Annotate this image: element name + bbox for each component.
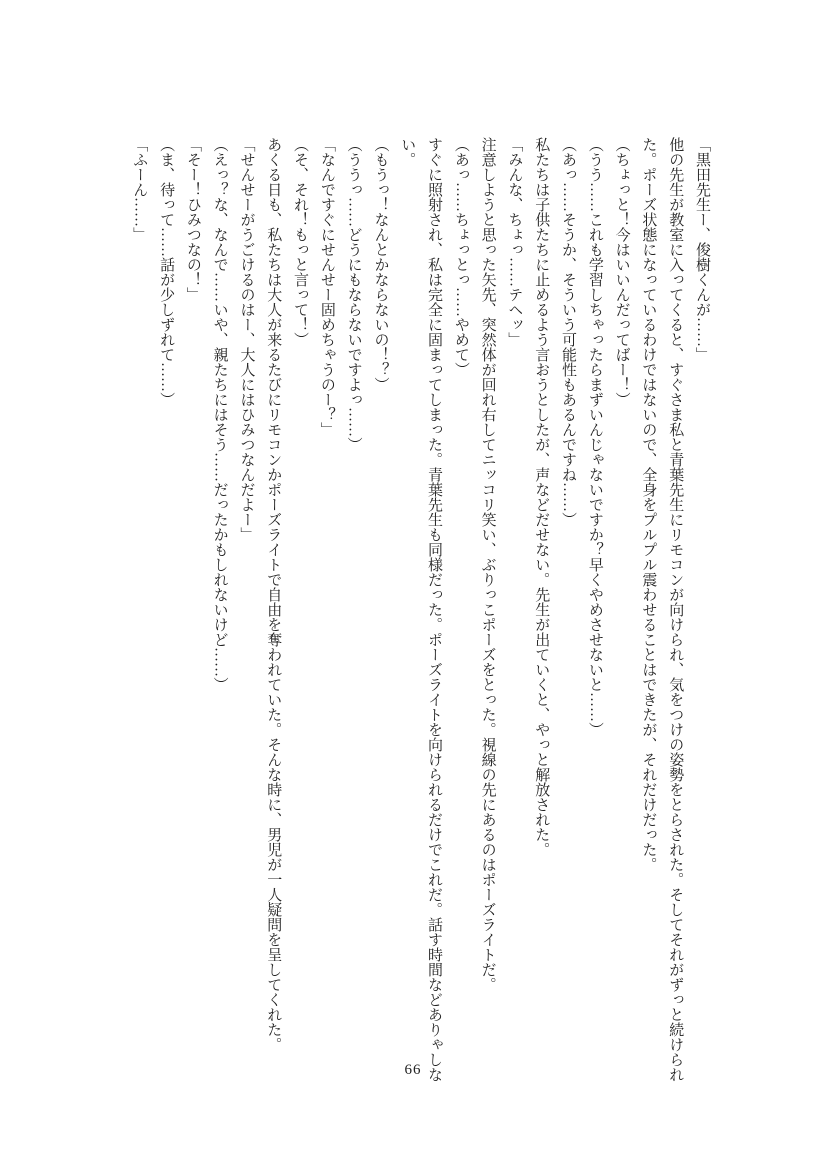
text-column: 他の先生が教室に入ってくると、すぐさま私と青葉先生にリモコンが向けられ、気をつけの姿勢をとらされた。そしてそれがずっと続けられ [667,137,684,1082]
text-column: い。 [399,137,416,167]
text-column: 注意しようと思った矢先、突然体が回れ右してニッコリ笑い、ぶりっこポーズをとった。視線の先にあるのはポーズライトだ。 [479,137,496,992]
text-column: あくる日も、私たちは大人が来るたびにリモコンかポーズライトで自由を奪われていた。そんな時に、男児が一人疑問を呈してくれた。 [265,137,282,1052]
text-column: （もうっ！なんとかならないの！？） [372,137,389,392]
text-column: た。ポーズ状態になっているわけではないので、全身をプルプル震わせることはできたが、それだけだった。 [640,137,657,872]
text-column: 「黒田先生ー、俊樹くんが……」 [694,137,710,362]
text-column: （ちょっと！今はいいんだってばー！） [613,137,630,407]
text-column: （えっ？な、なんで……いや、親たちにはそう……だったかもしれないけど……） [211,137,228,692]
text-column: 「ふーん……」 [131,137,148,242]
text-column: （あっ……そうか、そういう可能性もあるんですね……） [560,137,577,527]
page-number: 66 [404,1062,422,1078]
text-column: すぐに照射され、私は完全に固まってしまった。青葉先生も同様だった。ポーズライトを向けられるだけでこれだ。話す時間などありゃしな [426,137,443,1082]
text-column: （そ、それ！もっと言って！） [292,137,309,347]
text-column: 「そー！ひみつなの！」 [184,137,201,302]
vertical-text-block [125,137,715,1087]
text-column: 「みんな、ちょっ……テヘッ」 [506,137,523,347]
text-column: 「なんですぐにせんせー固めちゃうのー？」 [318,137,335,437]
text-column: （ま、待って……話が少しずれて……） [158,137,175,407]
text-column: 私たちは子供たちに止めるよう言おうとしたが、声などだせない。先生が出ていくと、やっと解放された。 [533,137,550,857]
text-column: （ううっ……どうにもならないですよっ……） [345,137,362,452]
text-column: （あっ……ちょっとっ……やめて） [452,137,469,377]
text-column: 「せんせーがうごけるのはー、大人にはひみつなんだよー」 [238,137,255,542]
text-column: （うう……これも学習しちゃったらまずいんじゃないですか？早くやめさせないと……） [586,137,603,737]
